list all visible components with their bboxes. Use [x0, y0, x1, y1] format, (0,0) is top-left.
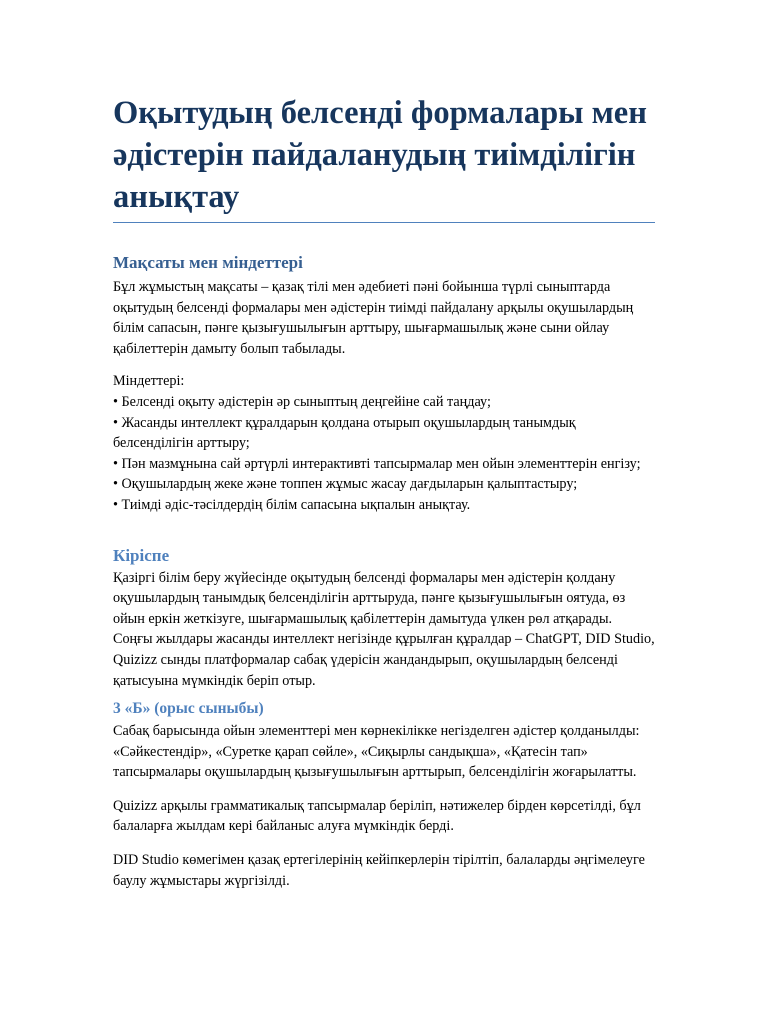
objectives-heading: Мақсаты мен міндеттері [113, 253, 303, 272]
intro-paragraph: Қазіргі білім беру жүйесінде оқытудың белсенді формалары мен әдістерін қолдану оқушылардың танымдық белсенділігін арттыруда, пәнге қызығушылығын оятуда, өз ойын еркін жеткізуге, шығармашылық қабілеттерін дамытуда үлкен рөл атқарады. Соңғы жылдары жасанды интеллект негізінде құрылған құралдар – ChatGPT, DID Studio, Quizizz сынды платформалар сабақ үдерісін жандандырып, оқушылардың белсенді қатысуына мүмкіндік беріп отыр. [113, 569, 655, 689]
class-3b-paragraph: Quizizz арқылы грамматикалық тапсырмалар беріліп, нәтижелер бірден көрсетілді, бұл балаларға жылдам кері байланыс алуға мүмкіндік берді. [113, 797, 641, 835]
document-page [113, 92, 655, 891]
purpose-paragraph: Бұл жұмыстың мақсаты – қазақ тілі мен әдебиеті пәні бойынша түрлі сыныптарда оқытудың белсенді формалары мен әдістерін тиімді пайдалану арқылы оқушылардың білім сапасын, пәнге қызығушылығын арттыру, шығармашылық және сыни ойлау қабілеттерін дамыту болып табылады. [113, 279, 634, 357]
task-item: • Жасанды интеллект құралдарын қолдана отырып оқушылардың танымдық белсенділігін арттыру; [113, 414, 576, 452]
task-item: • Пән мазмұнына сай әртүрлі интерактивті тапсырмалар мен ойын элементтерін енгізу; [113, 455, 641, 472]
task-item: • Белсенді оқыту әдістерін әр сыныптың деңгейіне сай таңдау; [113, 393, 491, 410]
class-3b-heading: 3 «Б» (орыс сыныбы) [113, 700, 264, 718]
intro-heading: Кіріспе [113, 545, 170, 565]
tasks-block [113, 371, 655, 515]
document-title: Оқытудың белсенді формалары мен әдістерін пайдаланудың тиімділігін анықтау [113, 92, 655, 223]
class-3b-paragraph: DID Studio көмегімен қазақ ертегілерінің кейіпкерлерін тірілтіп, балаларды әңгімелеуге баулу жұмыстары жүргізілді. [113, 852, 645, 889]
task-item: • Тиімді әдіс-тәсілдердің білім сапасына ықпалын анықтау. [113, 496, 471, 513]
task-item: • Оқушылардың жеке және топпен жұмыс жасау дағдыларын қалыптастыру; [113, 476, 578, 493]
class-3b-paragraph: Сабақ барысында ойын элементтері мен көрнекілікке негізделген әдістер қолданылды: «Сәйкестендір», «Суретке қарап сөйле», «Сиқырлы сандықша», «Қатесін тап» тапсырмалары оқушылардың қызығушылығын арттырып, белсенділігін жоғарылатты. [113, 723, 640, 781]
tasks-label: Міндеттері: [113, 373, 185, 390]
